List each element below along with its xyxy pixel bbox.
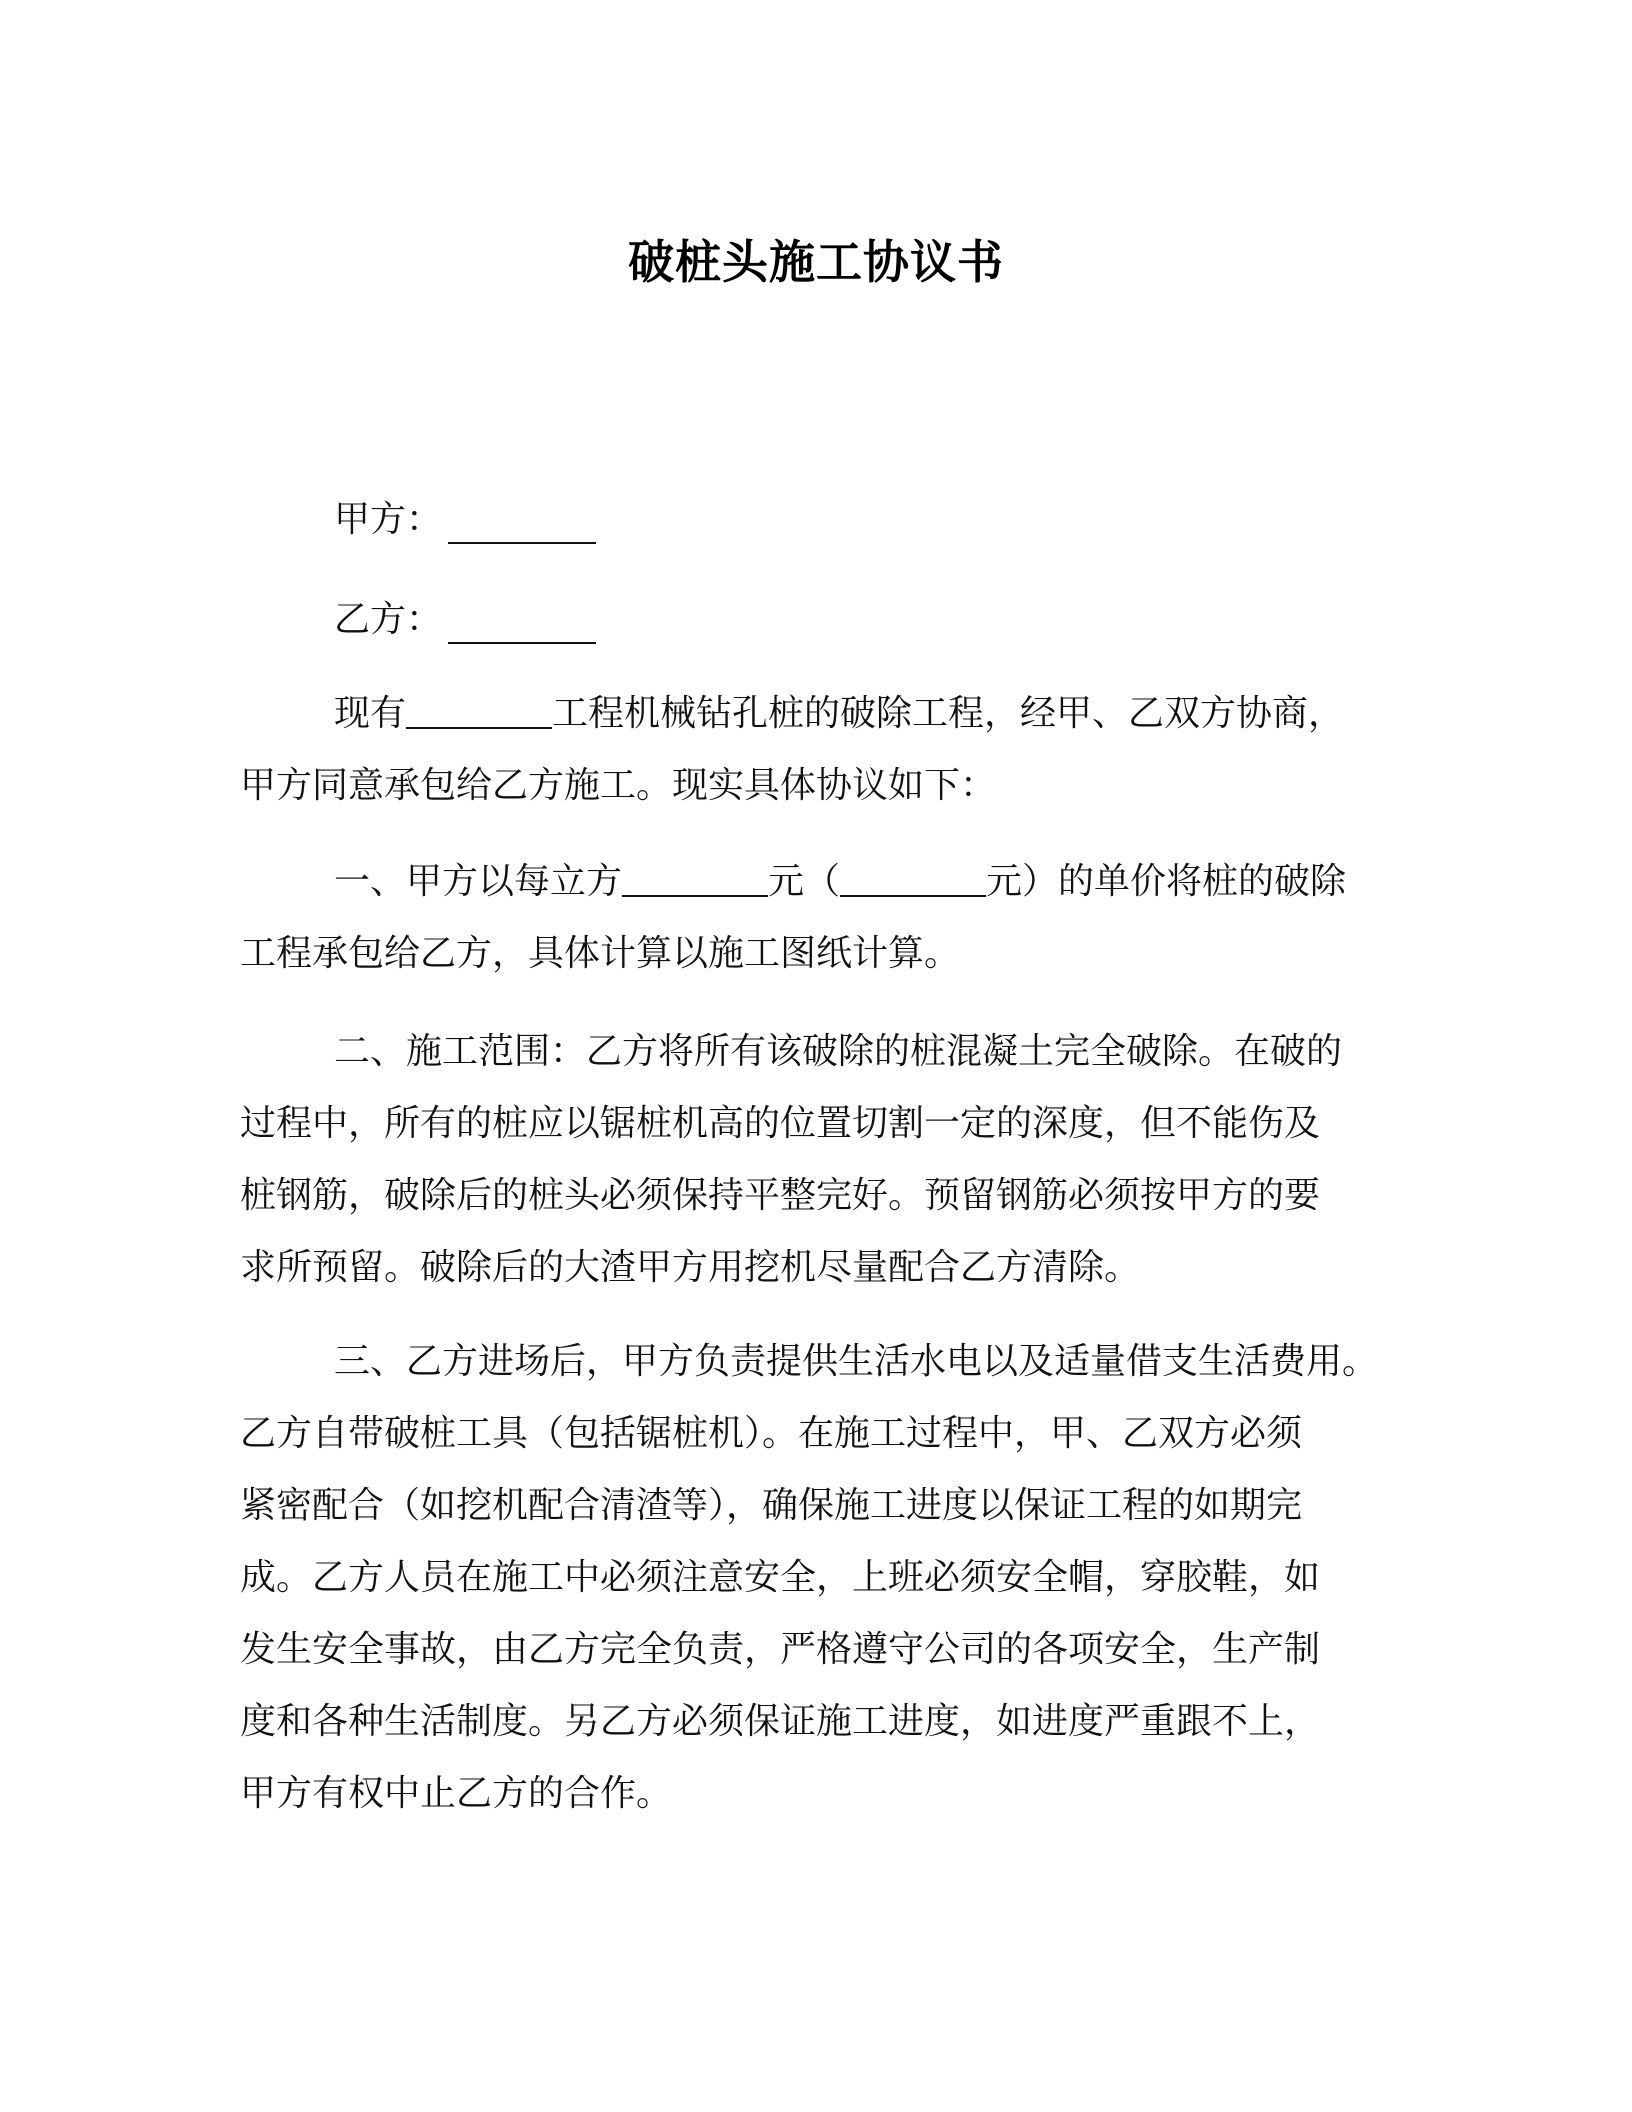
party-a-row (334, 496, 596, 544)
clause-1-line-2: 工程承包给乙方，具体计算以施工图纸计算。 (240, 933, 961, 974)
clause-1-text-c: 元）的单价将桩的破除 (986, 861, 1347, 902)
clause-3-line-5: 发生安全事故，由乙方完全负责，严格遵守公司的各项安全，生产制 (240, 1629, 1321, 1670)
intro-text-b: 工程机械钻孔桩的破除工程，经甲、乙双方协商， (552, 693, 1345, 734)
clause-3-line-7: 甲方有权中止乙方的合作。 (240, 1773, 673, 1814)
clause-2-line-3: 桩钢筋，破除后的桩头必须保持平整完好。预留钢筋必须按甲方的要 (240, 1175, 1321, 1216)
party-a-blank (448, 502, 596, 544)
clause-2 (240, 1016, 1420, 1304)
clause-1-line-1 (240, 846, 1420, 918)
document-title: 破桩头施工协议书 (628, 235, 1004, 289)
clause-3-line-6: 度和各种生活制度。另乙方必须保证施工进度，如进度严重跟不上， (240, 1701, 1321, 1742)
project-name-blank (406, 691, 552, 729)
clause-3-line-3: 紧密配合（如挖机配合清渣等），确保施工进度以保证工程的如期完 (240, 1485, 1303, 1526)
clause-1-text-a: 一、甲方以每立方 (334, 861, 623, 902)
intro-paragraph (240, 678, 1420, 822)
clause-1 (240, 846, 1420, 990)
clause-1-text-b: 元（ (768, 861, 841, 902)
unit-price-words-blank (840, 859, 986, 897)
clause-3-line-4: 成。乙方人员在施工中必须注意安全，上班必须安全帽，穿胶鞋，如 (240, 1557, 1321, 1598)
intro-text-a: 现有 (334, 693, 407, 734)
clause-2-line-2: 过程中，所有的桩应以锯桩机高的位置切割一定的深度，但不能伤及 (240, 1103, 1321, 1144)
party-b-blank (448, 602, 596, 644)
clause-3-line-2: 乙方自带破桩工具（包括锯桩机）。在施工过程中，甲、乙双方必须 (240, 1413, 1303, 1454)
party-b-row (334, 596, 596, 644)
clause-3 (240, 1326, 1420, 1830)
clause-2-line-4: 求所预留。破除后的大渣甲方用挖机尽量配合乙方清除。 (240, 1247, 1141, 1288)
clause-2-line-1: 二、施工范围：乙方将所有该破除的桩混凝土完全破除。在破的 (334, 1031, 1343, 1072)
intro-line-2: 甲方同意承包给乙方施工。现实具体协议如下： (240, 765, 997, 806)
unit-price-blank (622, 859, 768, 897)
clause-3-line-1: 三、乙方进场后，甲方负责提供生活水电以及适量借支生活费用。 (334, 1341, 1379, 1382)
intro-line-1 (240, 678, 1420, 750)
party-b-label: 乙方： (334, 599, 443, 640)
party-a-label: 甲方： (334, 499, 443, 540)
